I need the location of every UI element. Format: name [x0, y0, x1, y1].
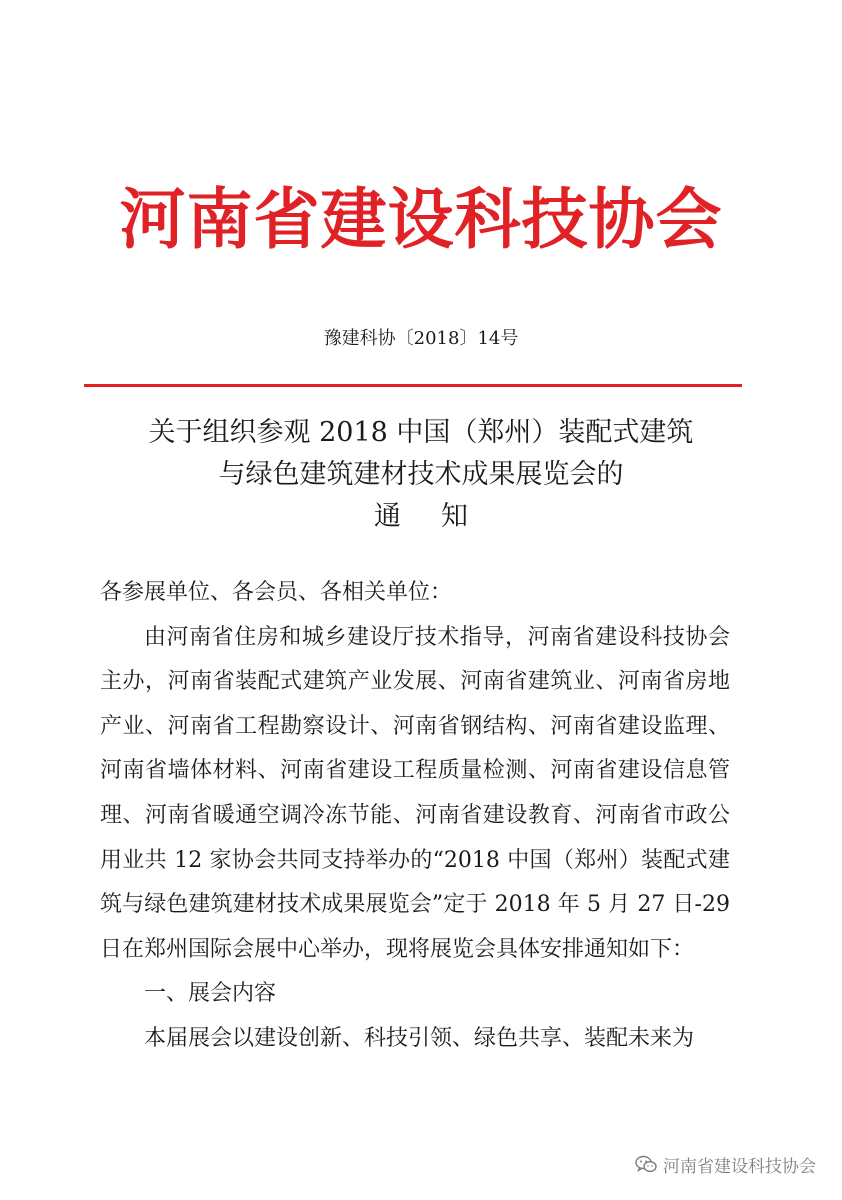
- title-line-3: 通知: [374, 501, 508, 532]
- wechat-icon: [635, 1155, 657, 1173]
- org-letterhead: 河南省建设科技协会: [119, 181, 723, 258]
- letterhead-divider: [84, 384, 742, 387]
- document-number: 豫建科协〔2018〕14号: [323, 328, 519, 349]
- document-title: [90, 412, 752, 538]
- watermark-text: 河南省建设科技协会: [663, 1156, 816, 1177]
- section-heading: 一、展会内容: [144, 981, 277, 1007]
- paragraph-content: 本届展会以建设创新、科技引领、绿色共享、装配未来为: [144, 1025, 695, 1051]
- wechat-watermark: [635, 1151, 816, 1177]
- paragraph-intro: 由河南省住房和城乡建设厅技术指导，河南省建设科技协会主办，河南省装配式建筑产业发展、河南省建筑业、河南省房地产业、河南省工程勘察设计、河南省钢结构、河南省建设监理、河南省墙体材料、河南省建设工程质量检测、河南省建设信息管理、河南省暖通空调冷冻节能、河南省建设教育、河南省市政公用业共 12 家协会共同支持举办的“2018 中国（郑州）装配式建筑与绿色建筑建材技术成果展览会”定于 2018 年 5 月 27 日-29 日在郑州国际会展中心举办，现将展览会具体安排通知如下：: [100, 624, 730, 962]
- salutation: 各参展单位、各会员、各相关单位：: [100, 580, 453, 605]
- title-line-2: 与绿色建筑建材技术成果展览会的: [218, 459, 624, 490]
- document-body: [100, 571, 730, 1062]
- title-line-1: 关于组织参观 2018 中国（郑州）装配式建筑: [148, 417, 694, 448]
